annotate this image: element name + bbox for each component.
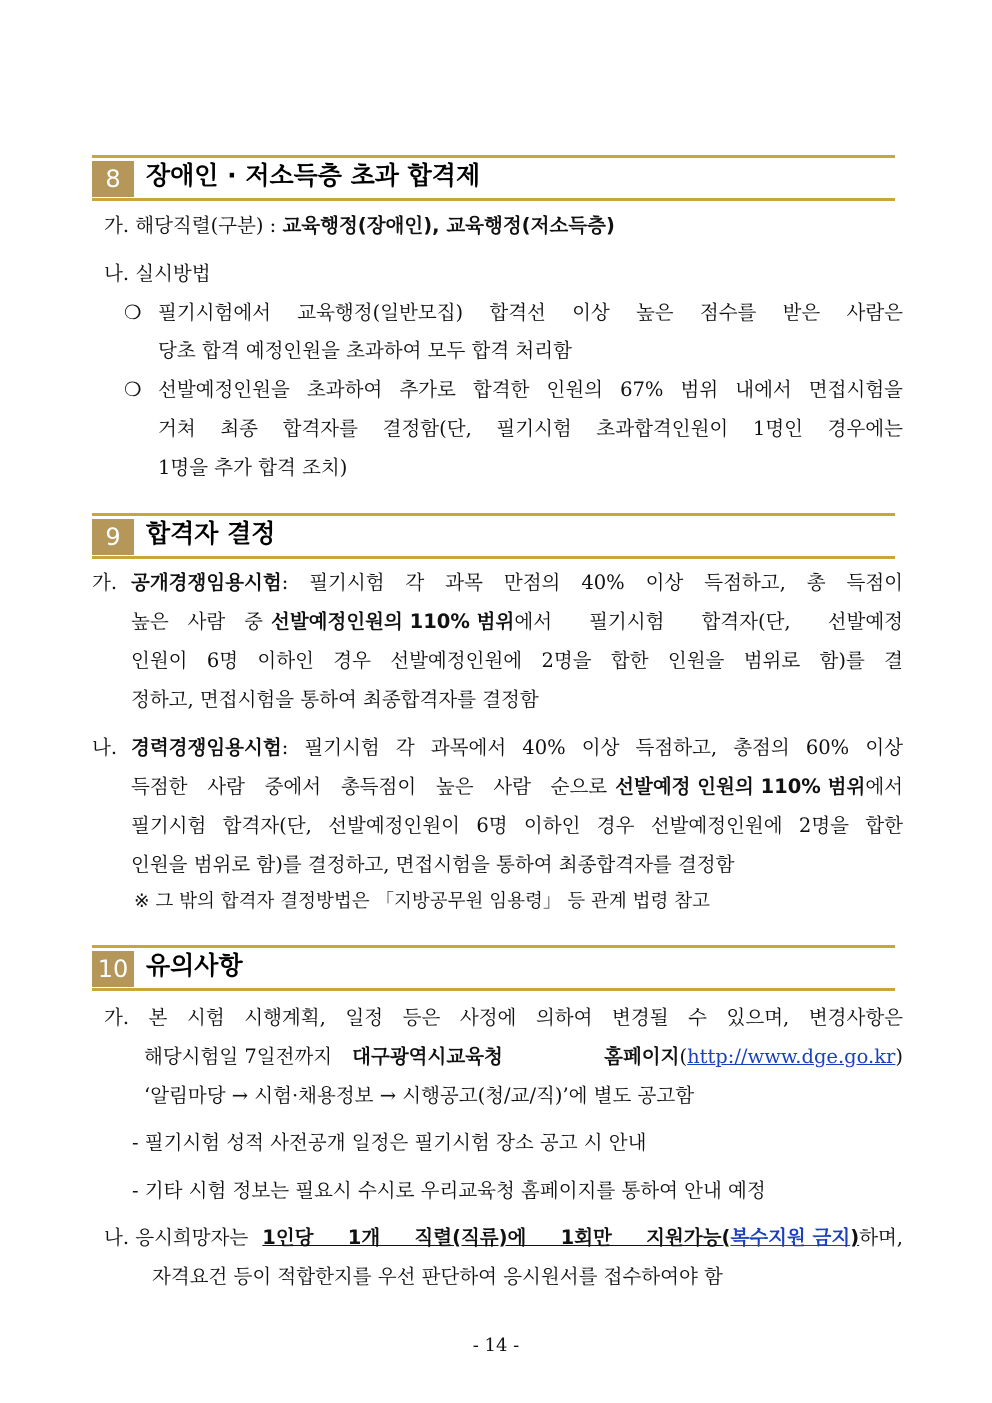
homepage-link[interactable]: http://www.dge.go.kr — [687, 1045, 896, 1068]
s9-na-line4: 인원을 범위로 함)를 결정하고, 면접시험을 통하여 최종합격자를 결정함 — [131, 853, 735, 876]
s9-ga-bold: 공개경쟁임용시험 — [131, 571, 282, 594]
s10-na-a: 나. 응시희망자는 — [104, 1226, 249, 1249]
s9-ga-line2-b: 에서 필기시험 합격자(단, 선발예정 — [514, 610, 903, 633]
section-title: 유의사항 — [146, 951, 243, 980]
s10-na-bold1 — [262, 1223, 730, 1253]
s10-ga-line2-a: 해당시험일 7일전까지 — [144, 1045, 333, 1068]
section-rule-top — [92, 513, 895, 516]
s10-na-blue: 복수지원 금지 — [730, 1226, 851, 1249]
s9-ga-line1 — [131, 568, 903, 598]
s10-ga-line2-bold: 대구광역시교육청 홈페이지 — [352, 1045, 680, 1068]
s9-na-line3: 필기시험 합격자(단, 선발예정인원이 6명 이하인 경우 선발예정인원에 2명을 합한 — [131, 814, 903, 837]
s10-na-bold1-text: 1인당 1개 직렬(직류)에 1회만 지원가능( — [262, 1226, 731, 1249]
section-title: 장애인 · 저소득층 초과 합격제 — [146, 161, 481, 190]
s9-ga-line1-rest: : 필기시험 각 과목 만점의 40% 이상 득점하고, 총 득점이 — [281, 571, 903, 594]
bullet-icon: ❍ — [124, 301, 142, 324]
s10-na-line2: 자격요건 등이 적합한지를 우선 판단하여 응시원서를 접수하여야 함 — [152, 1265, 723, 1288]
s10-dash1: - 필기시험 성적 사전공개 일정은 필기시험 장소 공고 시 안내 — [132, 1131, 647, 1154]
s8-b2-line1: 선발예정인원을 초과하여 추가로 합격한 인원의 67% 범위 내에서 면접시험을 — [158, 378, 903, 401]
section-rule-top — [92, 155, 895, 158]
section-rule-bottom — [92, 988, 895, 991]
s10-ga-line1: 가. 본 시험 시행계획, 일정 등은 사정에 의하여 변경될 수 있으며, 변경사항은 — [104, 1006, 903, 1029]
section-10-header — [92, 947, 895, 987]
s9-ga-line2 — [131, 607, 903, 637]
s9-na-line2-b: 에서 — [865, 775, 903, 798]
s8-b1-line2: 당초 합격 예정인원을 초과하여 모두 합격 처리함 — [158, 339, 572, 362]
s8-b2-line2: 거쳐 최종 합격자를 결정함(단, 필기시험 초과합격인원이 1명인 경우에는 — [158, 417, 903, 440]
s9-na-bold: 경력경쟁임용시험 — [131, 736, 282, 759]
section-9-header — [92, 515, 895, 555]
s8-ga-bold: 교육행정(장애인), 교육행정(저소득층) — [282, 214, 615, 237]
s8-item-ga — [104, 211, 615, 241]
section-number: 8 — [92, 161, 134, 197]
s9-na-line1 — [131, 733, 903, 763]
s9-note: ※ 그 밖의 합격자 결정방법은 「지방공무원 임용령」 등 관계 법령 참고 — [134, 891, 710, 912]
s8-b1-line1: 필기시험에서 교육행정(일반모집) 합격선 이상 높은 점수를 받은 사람은 — [158, 301, 903, 324]
s9-ga-line2-a: 높은 사람 중 — [131, 610, 263, 633]
s9-na-line1-rest: : 필기시험 각 과목에서 40% 이상 득점하고, 총점의 60% 이상 — [281, 736, 903, 759]
section-title: 합격자 결정 — [146, 519, 276, 548]
s9-na-line2-a: 득점한 사람 중에서 총득점이 높은 사람 순으로 — [131, 775, 608, 798]
s8-b2-line3: 1명을 추가 합격 조치) — [158, 456, 348, 479]
s9-ga-line2-bold: 선발예정인원의 110% 범위 — [271, 610, 515, 633]
s9-na-line2 — [131, 772, 903, 802]
page-number: - 14 - — [472, 1335, 520, 1356]
s9-ga-line3: 인원이 6명 이하인 경우 선발예정인원에 2명을 합한 인원을 범위로 함)를 결 — [131, 649, 903, 672]
s10-na-line1 — [104, 1223, 903, 1253]
s9-ga-line4: 정하고, 면접시험을 통하여 최종합격자를 결정함 — [131, 688, 539, 711]
section-rule-top — [92, 945, 895, 948]
bullet-icon: ❍ — [124, 378, 142, 401]
section-rule-bottom — [92, 556, 895, 559]
section-8-header — [92, 157, 895, 197]
s9-na-label: 나. — [92, 736, 118, 759]
section-rule-bottom — [92, 198, 895, 201]
s10-na-bold2: ) — [850, 1226, 860, 1249]
s10-dash2: - 기타 시험 정보는 필요시 수시로 우리교육청 홈페이지를 통하여 안내 예정 — [132, 1179, 766, 1202]
s9-ga-label: 가. — [92, 571, 118, 594]
s8-item-na: 나. 실시방법 — [104, 262, 211, 285]
section-number: 10 — [92, 951, 134, 987]
s9-na-line2-bold: 선발예정 인원의 110% 범위 — [615, 775, 866, 798]
s10-na-b: 하며, — [859, 1226, 903, 1249]
s10-ga-line3: ‘알림마당 → 시험·채용정보 → 시행공고(청/교/직)’에 별도 공고함 — [144, 1084, 695, 1107]
section-number: 9 — [92, 519, 134, 555]
s8-ga-prefix: 가. 해당직렬(구분) : — [104, 214, 283, 237]
s10-ga-line2: 해당시험일 7일전까지 대구광역시교육청 홈페이지 ( http://www.dge.go.kr ) — [144, 1042, 903, 1072]
